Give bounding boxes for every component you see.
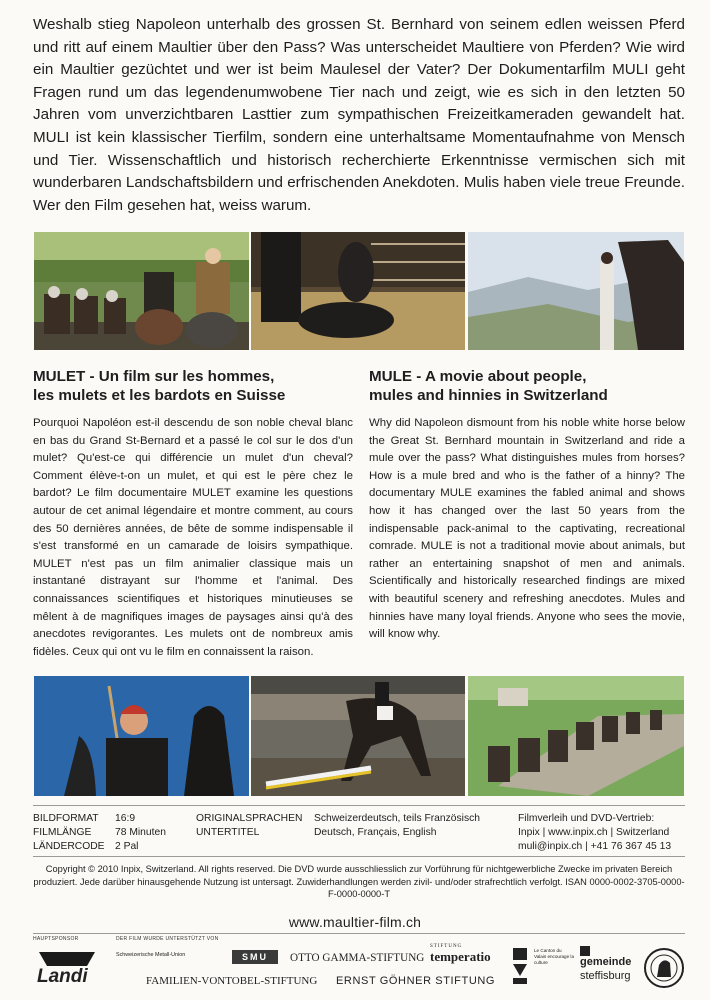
landi-logo bbox=[33, 948, 107, 990]
photo-riders-procession bbox=[34, 232, 249, 350]
tech-distribution bbox=[518, 812, 671, 855]
supporters-label: DER FILM WURDE UNTERSTÜTZT VON bbox=[116, 936, 219, 942]
smu-text: SMU bbox=[242, 952, 268, 962]
temperatio-logo bbox=[430, 944, 491, 965]
valais-logo bbox=[512, 946, 574, 990]
website-url: www.maultier-film.ch bbox=[288, 914, 422, 930]
tech-languages bbox=[196, 812, 480, 840]
english-heading-line1: MULE - A movie about people, bbox=[369, 368, 587, 385]
vontobel-logo: FAMILIEN-VONTOBEL-STIFTUNG bbox=[146, 975, 318, 987]
goehner-logo: ERNST GÖHNER STIFTUNG bbox=[336, 975, 496, 987]
mule-seal-icon bbox=[643, 947, 685, 989]
photo-child-with-mule bbox=[34, 676, 249, 796]
intro-text: Weshalb stieg Napoleon unterhalb des grossen St. Bernhard von seinem edlen weissen Pferd und ritt auf einem Maultier über den Pass? Was unterscheidet Maultiere von Pferden? Wie wird ein Maultier gezüchtet und wer ist beim Maulesel der Vater? Der Dokumentarfilm MULI geht Fragen rund um das legendenumwobene Tier nach und zeigt, wie es sich in den letzten 50 Jahren vom unverzichtbaren Lasttier zum sympathischen Freizeitkameraden gewandelt hat. MULI ist kein klassischer Tierfilm, sondern eine unterhaltsame Momentaufnahme von Mensch und Tier. Wissenschaftlich und historisch recherchierte Erkenntnisse vermischen sich mit wunderbaren Landschaftsbildern und erfrischenden Anekdoten. Mulis haben viele treue Freunde. Wer den Film gesehen hat, weiss warum. bbox=[33, 16, 685, 214]
length-value: 78 Minuten bbox=[115, 827, 166, 839]
english-body: Why did Napoleon dismount from his noble white horse below the Great St. Bernhard mountain in Switzerland and ride a mule over the pass? What distinguishes mules from horses? How is a mule bred and who is the father of a hinny? The documentary MULE examines the fabled animal and shows how it has changed over the last 50 years from the indispensable pack-animal to the captivating, recreational comrade. MULE is not a traditional movie about animals, but rather an entertaining snapshot of men and animals. Scientifically and historically researched findings are mixed with beautiful scenery and refreshing anecdotes. Mules and hinnies have many loyal friends. Anyone who sees the movie, will know why. bbox=[369, 417, 685, 641]
divider-bottom bbox=[33, 933, 685, 934]
languages-value: Schweizerdeutsch, teils Französisch bbox=[314, 813, 480, 824]
format-value: 16:9 bbox=[115, 813, 136, 824]
divider-middle bbox=[33, 856, 685, 857]
french-body: Pourquoi Napoléon est-il descendu de son noble cheval blanc en bas du Grand St-Bernard et a passé le col sur le dos d'un mulet? Qu'est-ce qui différencie un mulet d'un cheval? Comment élève-t-on un mulet, et qui est le père chez le bardot? Le film documentaire MULET examine les questions autour de cet animal légendaire et montre comment, au cours des 50 dernières années, de bête de somme indispensable il s'est transformé en un camarade de loisirs sympathique. MULET n'est pas un film animalier classique mais un instantané distrayant sur l'homme et l'animal. Des connaissances scientifiques et historiques minutieuses se mêlent à de magnifiques images de paysages ainsi qu'à des anecdotes revigorantes. Les mulets ont de nombreux amis fidèles. Ceux qui ont vu le film en connaissent la raison. bbox=[33, 417, 353, 658]
region-value: 2 Pal bbox=[115, 841, 139, 853]
round-seal-logo bbox=[643, 947, 685, 989]
photo-show-jumping bbox=[251, 676, 465, 796]
french-heading-line1: MULET - Un film sur les hommes, bbox=[33, 368, 275, 385]
region-label: LÄNDERCODE bbox=[33, 841, 105, 853]
format-label: BILDFORMAT bbox=[33, 813, 99, 824]
temperatio-small: STIFTUNG bbox=[430, 944, 463, 949]
subtitles-value: Deutsch, Français, English bbox=[314, 827, 437, 839]
smu-logo bbox=[232, 950, 278, 964]
metall-union-logo bbox=[116, 952, 185, 959]
distribution-line1: Inpix | www.inpix.ch | Switzerland bbox=[518, 827, 670, 839]
metall-union-text: Schweizerische Metall-Union bbox=[116, 952, 186, 958]
steffisburg-crest-icon bbox=[580, 946, 636, 956]
steffisburg-top: gemeinde bbox=[580, 956, 632, 968]
photo-mule-mountain-view bbox=[468, 232, 684, 350]
languages-label: ORIGINALSPRACHEN bbox=[196, 813, 303, 824]
valais-emblem-icon bbox=[512, 946, 528, 986]
steffisburg-bottom: steffisburg bbox=[580, 970, 631, 982]
english-heading-line2: mules and hinnies in Switzerland bbox=[369, 387, 608, 404]
valais-text: Le Canton du Valais encourage la culture bbox=[534, 948, 575, 965]
otto-gamma-logo: OTTO GAMMA-STIFTUNG bbox=[290, 952, 425, 964]
landi-wordmark: Landi bbox=[37, 966, 88, 987]
subtitles-label: UNTERTITEL bbox=[196, 827, 260, 839]
photo-foal-lying bbox=[251, 232, 465, 350]
main-sponsor-label: HAUPTSPONSOR bbox=[33, 936, 79, 942]
french-heading-line2: les mulets et les bardots en Suisse bbox=[33, 387, 286, 404]
temperatio-wordmark: temperatio bbox=[430, 949, 491, 964]
photo-mule-trek-line bbox=[468, 676, 684, 796]
copyright-notice: Copyright © 2010 Inpix, Switzerland. All rights reserved. Die DVD wurde ausschliesslich zur Vorführung für nichtgewerbliche Zwecke im privaten Bereich produziert. Jede darüber hinausgehende Nutzung ist untersagt. Zuwiderhandlungen werden zivil- und/oder strafrechtlich verfolgt. ISAN 0000-0002-3705-0000-F-0000-0000-T bbox=[33, 864, 685, 900]
distribution-label: Filmverleih und DVD-Vertrieb: bbox=[518, 813, 655, 824]
tech-basic bbox=[33, 812, 166, 855]
length-label: FILMLÄNGE bbox=[33, 827, 92, 839]
steffisburg-logo bbox=[580, 946, 636, 990]
distribution-line2: muli@inpix.ch | +41 76 367 45 13 bbox=[518, 841, 672, 853]
divider-top bbox=[33, 805, 685, 806]
